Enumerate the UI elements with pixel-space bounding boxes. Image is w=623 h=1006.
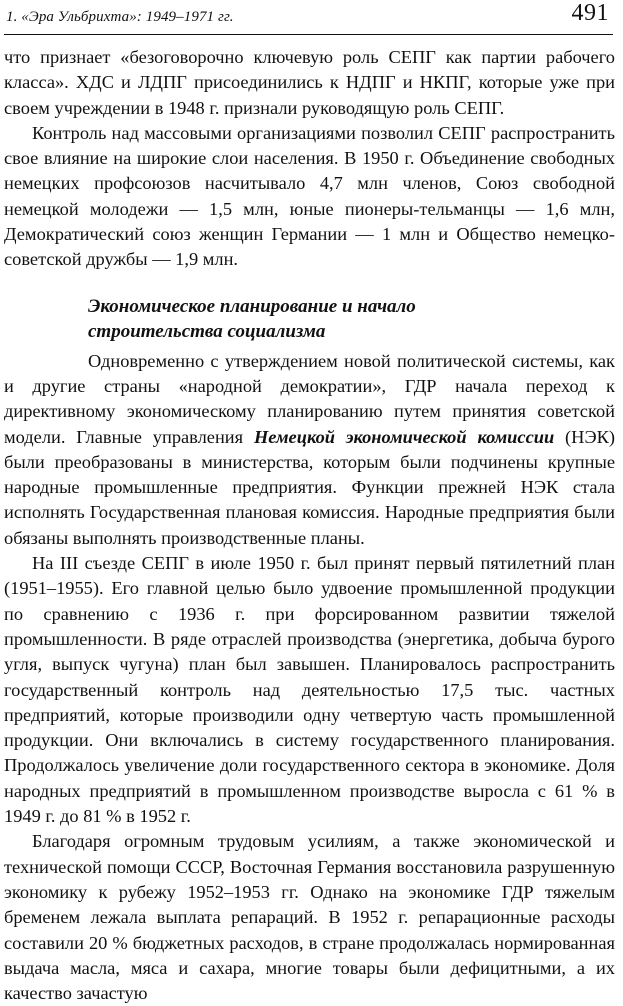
paragraph-text: Одновременно с утверждением новой политической системы, как и другие страны «народной демократии», ГДР начала переход к директивному экономическому планированию путем принятия советской модели. Главные управления [4,350,615,447]
paragraph-mass-organizations: Контроль над массовыми организациями позволил СЕПГ распространить свое влияние на широкие слои населения. В 1950 г. Объединение свободных немецких профсоюзов насчитывало 4,7 млн членов, Союз свободной немецкой молодежи — 1,5 млн, юные пионеры-тельманцы — 1,6 млн, Демократический союз женщин Германии — 1 млн и Общество немецко-советской дружбы — 1,9 млн. [4,122,615,270]
body-text [4,45,615,1006]
paragraph-continued: что признает «безоговорочно ключевую роль СЕПГ как партии рабочего класса». ХДС и ЛДПГ присоединились к НДПГ и НКПГ, которые уже при своем учреждении в 1948 г. признали руководящую роль СЕПГ. [4,47,615,118]
paragraph-reparations: Благодаря огромным трудовым усилиям, а также экономической и технической помощи СССР, Восточная Германия восстановила разрушенную экономику к рубежу 1952–1953 гг. Однако на экономике ГДР тяжелым бременем лежала выплата репараций. В 1952 г. репарационные расходы составили 20 % бюджетных расходов, в стране продолжалась нормированная выдача масла, мяса и сахара, многие товары были дефицитными, а их качество зачастую [4,831,615,1004]
running-header [4,0,613,35]
section-heading-line-1: Экономическое планирование и начало [88,295,416,317]
page-number: 491 [571,0,609,26]
running-title: 1. «Эра Ульбрихта»: 1949–1971 гг. [6,9,234,25]
section-heading-line-2: строительства социализма [88,320,326,342]
glossary-term: Немецкой экономической комиссии [253,426,555,447]
paragraph-text: (НЭК) были преобразованы в министерства, которым были подчинены крупные народные промышленные предприятия. Функции прежней НЭК стала исполнять Государственная плановая комиссия. Народные предприятия были обязаны выполнять производственные планы. [4,426,615,548]
paragraph-five-year-plan: На III съезде СЕПГ в июле 1950 г. был принят первый пятилетний план (1951–1955). Его главной целью было удвоение промышленной продукции по сравнению с 1936 г. при форсированном развитии тяжелой промышленности. В ряде отраслей производства (энергетика, добыча бурого угля, выпуск чугуна) план был завышен. Планировалось распространить государственный контроль над деятельностью 17,5 тыс. частных предприятий, которые производили одну четвертую часть промышленной продукции. Они включались в систему государственного планирования. Продолжалось увеличение доли государственного сектора в экономике. Доля народных предприятий в промышленном производстве выросла с 61 % в 1949 г. до 81 % в 1952 г. [4,553,615,827]
section-heading [4,294,615,344]
paragraph-directive-planning [4,349,615,551]
